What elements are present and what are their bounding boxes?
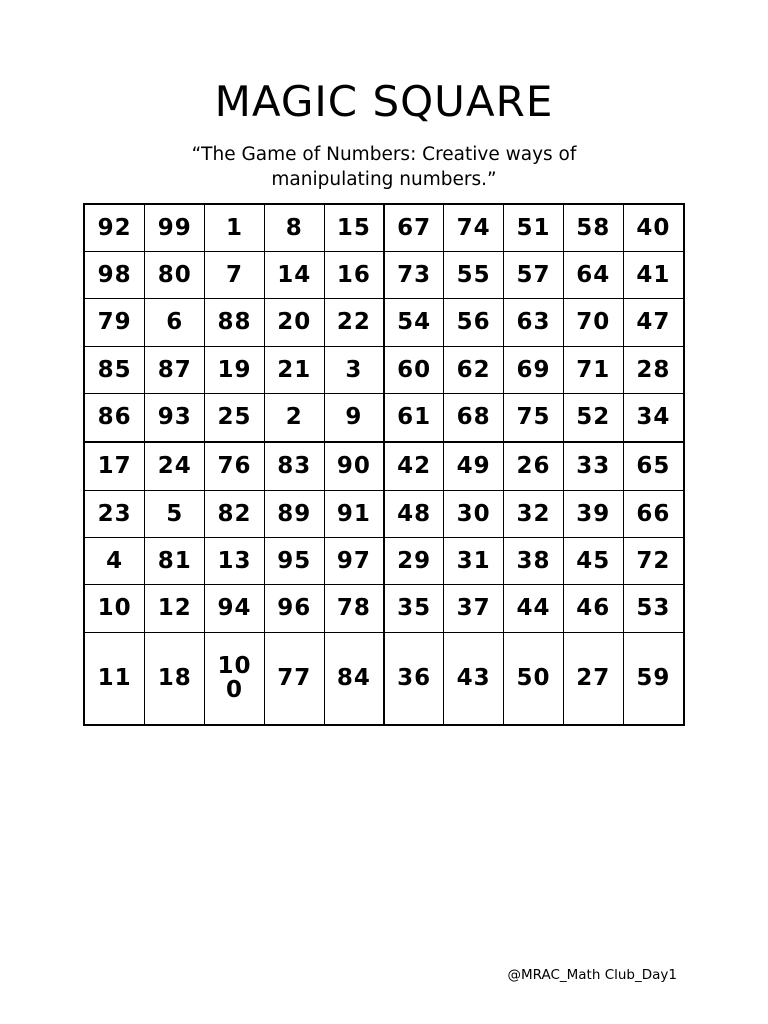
- grid-cell: [563, 585, 623, 632]
- grid-cell: [444, 299, 504, 346]
- cell-number: 5: [166, 500, 184, 527]
- grid-cell: [324, 205, 384, 251]
- grid-cell: [384, 346, 444, 393]
- cell-number: 30: [456, 500, 491, 527]
- cell-number: 19: [217, 356, 252, 383]
- cell-number: 6: [166, 309, 184, 336]
- grid-cell: [623, 490, 683, 537]
- grid-cell: [504, 585, 564, 632]
- grid-row: [85, 585, 683, 632]
- cell-number: 85: [97, 356, 132, 383]
- cell-number: 43: [456, 665, 491, 692]
- grid-cell: [384, 537, 444, 584]
- grid-cell: [623, 442, 683, 490]
- cell-number: 94: [217, 595, 252, 622]
- cell-number: 24: [157, 453, 192, 480]
- grid-cell: [264, 299, 324, 346]
- cell-number: 14: [277, 262, 312, 289]
- cell-number: 22: [336, 309, 371, 336]
- grid-row: [85, 393, 683, 441]
- cell-number: 42: [397, 453, 432, 480]
- cell-number: 96: [277, 595, 312, 622]
- grid-cell: [145, 299, 205, 346]
- grid-cell: [504, 490, 564, 537]
- cell-number: 68: [456, 404, 491, 431]
- grid-cell: [444, 632, 504, 724]
- cell-number: 27: [576, 665, 611, 692]
- grid-cell: [384, 299, 444, 346]
- grid-cell: [205, 346, 265, 393]
- grid-cell: [623, 346, 683, 393]
- grid-cell: [384, 632, 444, 724]
- cell-number: 13: [217, 548, 252, 575]
- cell-number: 4: [106, 548, 124, 575]
- cell-number: 83: [277, 453, 312, 480]
- grid-cell: [563, 251, 623, 298]
- grid-cell: [205, 632, 265, 724]
- grid-cell: [563, 346, 623, 393]
- cell-number: 8: [285, 214, 303, 241]
- grid-cell: [145, 205, 205, 251]
- cell-number: 15: [336, 214, 371, 241]
- cell-number: 10: [97, 595, 132, 622]
- grid-cell: [504, 299, 564, 346]
- grid-row: [85, 299, 683, 346]
- grid-cell: [563, 393, 623, 441]
- grid-cell: [85, 490, 145, 537]
- grid-cell: [85, 537, 145, 584]
- cell-number: 18: [157, 665, 192, 692]
- cell-number: 71: [576, 356, 611, 383]
- grid-cell: [324, 251, 384, 298]
- cell-number: 20: [277, 309, 312, 336]
- cell-number: 23: [97, 500, 132, 527]
- cell-number: 75: [516, 404, 551, 431]
- grid-cell: [205, 585, 265, 632]
- grid-cell: [563, 299, 623, 346]
- magic-square-table: [85, 205, 683, 724]
- grid-row: [85, 632, 683, 724]
- grid-cell: [324, 442, 384, 490]
- grid-cell: [504, 632, 564, 724]
- cell-number: 41: [636, 262, 671, 289]
- grid-cell: [145, 251, 205, 298]
- cell-number: 48: [397, 500, 432, 527]
- cell-number: 77: [277, 665, 312, 692]
- cell-number: 69: [516, 356, 551, 383]
- cell-number: 82: [217, 500, 252, 527]
- grid-cell: [205, 490, 265, 537]
- grid-row: [85, 251, 683, 298]
- cell-number: 17: [97, 453, 132, 480]
- cell-number: 54: [397, 309, 432, 336]
- cell-number: 34: [636, 404, 671, 431]
- grid-cell: [85, 251, 145, 298]
- cell-number: 70: [576, 309, 611, 336]
- cell-number: 40: [636, 214, 671, 241]
- grid-cell: [504, 442, 564, 490]
- cell-number: 55: [456, 262, 491, 289]
- cell-number: 87: [157, 356, 192, 383]
- grid-cell: [85, 585, 145, 632]
- grid-cell: [384, 205, 444, 251]
- cell-number: 73: [397, 262, 432, 289]
- grid-cell: [85, 393, 145, 441]
- grid-cell: [444, 585, 504, 632]
- grid-cell: [623, 537, 683, 584]
- cell-number: 45: [576, 548, 611, 575]
- grid-cell: [324, 346, 384, 393]
- grid-cell: [145, 585, 205, 632]
- grid-cell: [444, 346, 504, 393]
- grid-cell: [145, 442, 205, 490]
- cell-number: 21: [277, 356, 312, 383]
- cell-number: 76: [217, 453, 252, 480]
- grid-cell: [205, 537, 265, 584]
- cell-number: 90: [336, 453, 371, 480]
- grid-cell: [264, 537, 324, 584]
- grid-cell: [264, 346, 324, 393]
- cell-number: 53: [636, 595, 671, 622]
- grid-cell: [145, 537, 205, 584]
- cell-number: 79: [97, 309, 132, 336]
- grid-cell: [145, 490, 205, 537]
- grid-row: [85, 442, 683, 490]
- cell-number: 47: [636, 309, 671, 336]
- grid-cell: [563, 632, 623, 724]
- cell-number: 99: [157, 214, 192, 241]
- cell-number: 26: [516, 453, 551, 480]
- cell-number: 31: [456, 548, 491, 575]
- grid-cell: [384, 251, 444, 298]
- grid-cell: [504, 346, 564, 393]
- grid-cell: [324, 537, 384, 584]
- cell-number: 81: [157, 548, 192, 575]
- cell-number: 49: [456, 453, 491, 480]
- cell-number: 74: [456, 214, 491, 241]
- grid-cell: [384, 393, 444, 441]
- grid-cell: [623, 632, 683, 724]
- grid-row: [85, 490, 683, 537]
- grid-cell: [504, 205, 564, 251]
- grid-cell: [444, 251, 504, 298]
- footer-credit: @MRAC_Math Club_Day1: [507, 967, 677, 983]
- cell-number: 52: [576, 404, 611, 431]
- grid-cell: [85, 205, 145, 251]
- cell-number: 9: [345, 404, 363, 431]
- grid-cell: [444, 205, 504, 251]
- grid-cell: [504, 537, 564, 584]
- grid-cell: [384, 490, 444, 537]
- grid-cell: [324, 585, 384, 632]
- magic-square-grid: [83, 203, 685, 726]
- grid-cell: [145, 346, 205, 393]
- cell-number: 98: [97, 262, 132, 289]
- grid-cell: [324, 632, 384, 724]
- cell-number: 56: [456, 309, 491, 336]
- grid-cell: [444, 490, 504, 537]
- cell-number: 60: [397, 356, 432, 383]
- grid-row: [85, 205, 683, 251]
- cell-number: 16: [336, 262, 371, 289]
- grid-cell: [563, 442, 623, 490]
- cell-number: 72: [636, 548, 671, 575]
- grid-cell: [264, 251, 324, 298]
- cell-number: 28: [636, 356, 671, 383]
- grid-cell: [444, 442, 504, 490]
- cell-number: 57: [516, 262, 551, 289]
- grid-cell: [504, 393, 564, 441]
- grid-cell: [264, 442, 324, 490]
- cell-number: 80: [157, 262, 192, 289]
- cell-number: 66: [636, 500, 671, 527]
- cell-number: 44: [516, 595, 551, 622]
- grid-cell: [85, 299, 145, 346]
- cell-number: 25: [217, 404, 252, 431]
- cell-number: 37: [456, 595, 491, 622]
- cell-number: 61: [397, 404, 432, 431]
- cell-number: 1: [225, 214, 243, 241]
- grid-cell: [205, 393, 265, 441]
- grid-cell: [504, 251, 564, 298]
- cell-number: 95: [277, 548, 312, 575]
- cell-number: 64: [576, 262, 611, 289]
- grid-cell: [324, 393, 384, 441]
- grid-cell: [623, 585, 683, 632]
- grid-row: [85, 346, 683, 393]
- cell-number: 51: [516, 214, 551, 241]
- grid-cell: [623, 393, 683, 441]
- cell-number: 12: [157, 595, 192, 622]
- cell-number: 7: [225, 262, 243, 289]
- grid-cell: [205, 205, 265, 251]
- cell-number: 62: [456, 356, 491, 383]
- grid-cell: [264, 205, 324, 251]
- cell-number: 58: [576, 214, 611, 241]
- grid-cell: [384, 585, 444, 632]
- grid-cell: [205, 299, 265, 346]
- grid-cell: [384, 442, 444, 490]
- cell-number: 84: [336, 665, 371, 692]
- grid-cell: [324, 490, 384, 537]
- grid-cell: [563, 537, 623, 584]
- cell-number: 29: [397, 548, 432, 575]
- cell-number: 3: [345, 356, 363, 383]
- grid-cell: [324, 299, 384, 346]
- grid-cell: [264, 490, 324, 537]
- cell-number: 33: [576, 453, 611, 480]
- cell-number: 100: [217, 653, 252, 704]
- cell-number: 50: [516, 665, 551, 692]
- cell-number: 59: [636, 665, 671, 692]
- grid-cell: [205, 442, 265, 490]
- grid-cell: [264, 393, 324, 441]
- grid-row: [85, 537, 683, 584]
- cell-number: 93: [157, 404, 192, 431]
- grid-cell: [264, 585, 324, 632]
- cell-number: 39: [576, 500, 611, 527]
- cell-number: 38: [516, 548, 551, 575]
- page-title: MAGIC SQUARE: [214, 77, 554, 126]
- subtitle-quote: “The Game of Numbers: Creative ways of manipulating numbers.”: [191, 144, 577, 190]
- cell-number: 67: [397, 214, 432, 241]
- grid-cell: [623, 251, 683, 298]
- cell-number: 32: [516, 500, 551, 527]
- cell-number: 91: [336, 500, 371, 527]
- grid-cell: [563, 490, 623, 537]
- grid-cell: [85, 632, 145, 724]
- cell-number: 65: [636, 453, 671, 480]
- cell-number: 89: [277, 500, 312, 527]
- cell-number: 88: [217, 309, 252, 336]
- cell-number: 63: [516, 309, 551, 336]
- cell-number: 92: [97, 214, 132, 241]
- grid-cell: [623, 299, 683, 346]
- grid-cell: [623, 205, 683, 251]
- grid-cell: [145, 393, 205, 441]
- grid-cell: [85, 442, 145, 490]
- grid-cell: [85, 346, 145, 393]
- grid-cell: [563, 205, 623, 251]
- grid-cell: [205, 251, 265, 298]
- grid-cell: [145, 632, 205, 724]
- cell-number: 97: [336, 548, 371, 575]
- grid-cell: [444, 537, 504, 584]
- cell-number: 35: [397, 595, 432, 622]
- grid-cell: [264, 632, 324, 724]
- cell-number: 36: [397, 665, 432, 692]
- cell-number: 11: [97, 665, 132, 692]
- grid-cell: [444, 393, 504, 441]
- cell-number: 78: [336, 595, 371, 622]
- cell-number: 46: [576, 595, 611, 622]
- cell-number: 86: [97, 404, 132, 431]
- cell-number: 2: [285, 404, 303, 431]
